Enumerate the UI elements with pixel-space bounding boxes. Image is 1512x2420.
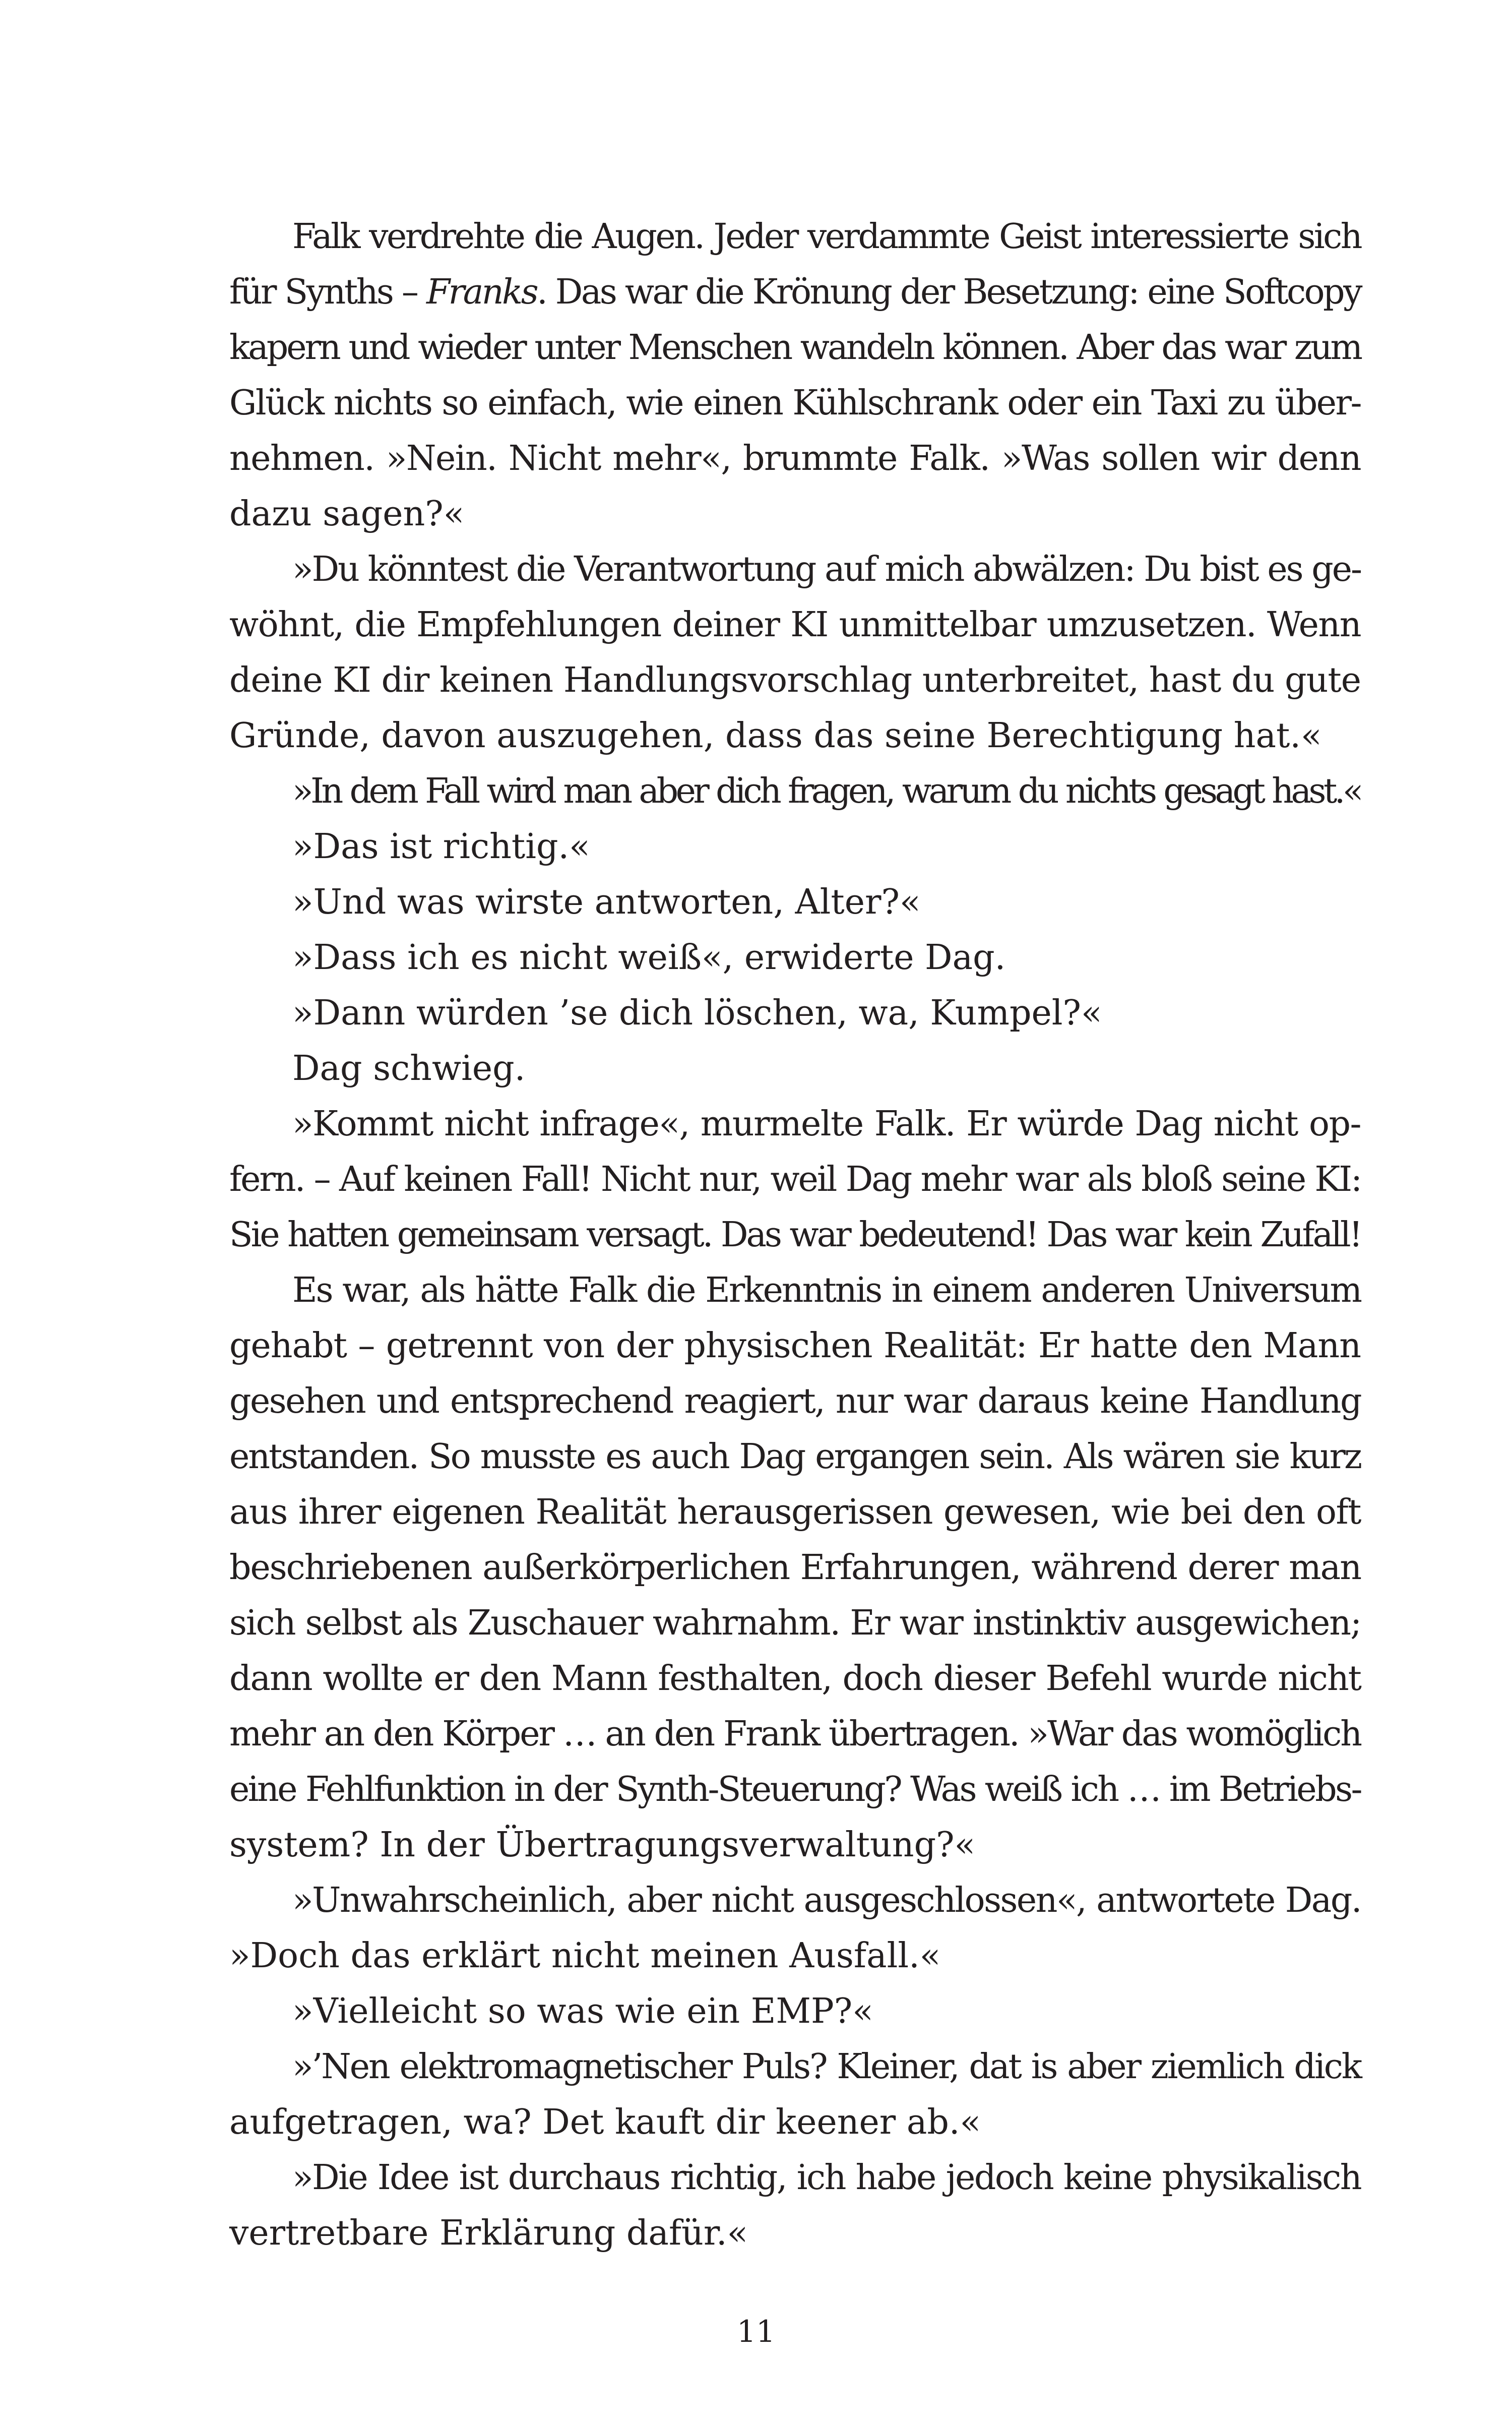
text-line: sich selbst als Zuschauer wahrnahm. Er war instinktiv ausgewichen; [229, 1603, 1361, 1643]
text-line: dazu sagen?« [229, 494, 465, 534]
text-segment: für Synths – [229, 272, 426, 312]
text-line: »Die Idee ist durchaus richtig, ich habe jedoch keine physikalisch [292, 2158, 1361, 2198]
page-number: 11 [736, 2314, 776, 2349]
body-text [229, 209, 1361, 2261]
text-line: »Doch das erklärt nicht meinen Ausfall.« [229, 1936, 941, 1976]
text-line: Gründe, davon auszugehen, dass das seine Berechtigung hat.« [229, 716, 1322, 756]
italic-text: Franks [426, 272, 537, 312]
text-line: »Dann würden ’se dich löschen, wa, Kumpel?« [292, 993, 1102, 1033]
text-line: gehabt – getrennt von der physischen Realität: Er hatte den Mann [229, 1326, 1361, 1366]
text-line: aufgetragen, wa? Det kauft dir keener ab.« [229, 2102, 981, 2142]
text-line: »Und was wirste antworten, Alter?« [292, 882, 921, 922]
text-line: nehmen. »Nein. Nicht mehr«, brummte Falk. »Was sollen wir denn [229, 439, 1361, 478]
text-line: deine KI dir keinen Handlungsvorschlag unterbreitet, hast du gute [229, 660, 1361, 700]
text-line: beschriebenen außerkörperlichen Erfahrungen, während derer man [229, 1548, 1361, 1588]
text-line: system? In der Übertragungsverwaltung?« [229, 1825, 976, 1865]
text-line: entstanden. So musste es auch Dag ergangen sein. Als wären sie kurz [229, 1437, 1361, 1477]
text-line: »Unwahrscheinlich, aber nicht ausgeschlossen«, antwortete Dag. [292, 1881, 1361, 1920]
text-line: »Kommt nicht infrage«, murmelte Falk. Er würde Dag nicht op- [292, 1104, 1361, 1144]
text-line: Sie hatten gemeinsam versagt. Das war bedeutend! Das war kein Zufall! [229, 1215, 1361, 1255]
text-line: »Vielleicht so was wie ein EMP?« [292, 1991, 873, 2031]
text-segment: . Das war die Krönung der Besetzung: eine Softcopy [537, 272, 1361, 312]
text-line: Falk verdrehte die Augen. Jeder verdammte Geist interessierte sich [292, 217, 1361, 257]
text-line: eine Fehlfunktion in der Synth-Steuerung? Was weiß ich … im Betriebs- [229, 1770, 1361, 1809]
text-line: »Das ist richtig.« [292, 827, 590, 867]
text-line: wöhnt, die Empfehlungen deiner KI unmittelbar umzusetzen. Wenn [229, 605, 1361, 645]
text-line: fern. – Auf keinen Fall! Nicht nur, weil Dag mehr war als bloß seine KI: [229, 1160, 1361, 1199]
text-line [229, 265, 1361, 320]
text-line: Glück nichts so einfach, wie einen Kühlschrank oder ein Taxi zu über- [229, 383, 1361, 423]
text-line: »’Nen elektromagnetischer Puls? Kleiner, dat is aber ziemlich dick [292, 2047, 1361, 2087]
text-line: »Du könntest die Verantwortung auf mich abwälzen: Du bist es ge- [292, 550, 1361, 589]
text-line: Dag schwieg. [292, 1049, 526, 1088]
text-line: »In dem Fall wird man aber dich fragen, warum du nichts gesagt hast.« [292, 771, 1361, 811]
text-line: aus ihrer eigenen Realität herausgerissen gewesen, wie bei den oft [229, 1492, 1361, 1532]
text-line: »Dass ich es nicht weiß«, erwiderte Dag. [292, 938, 1006, 978]
text-line: vertretbare Erklärung dafür.« [229, 2213, 748, 2253]
text-line: Es war, als hätte Falk die Erkenntnis in einem anderen Universum [292, 1270, 1361, 1310]
text-line: dann wollte er den Mann festhalten, doch dieser Befehl wurde nicht [229, 1659, 1361, 1699]
text-line: mehr an den Körper … an den Frank übertragen. »War das womöglich [229, 1714, 1361, 1754]
text-line: gesehen und entsprechend reagiert, nur war daraus keine Handlung [229, 1381, 1361, 1421]
text-line: kapern und wieder unter Menschen wandeln können. Aber das war zum [229, 328, 1361, 368]
